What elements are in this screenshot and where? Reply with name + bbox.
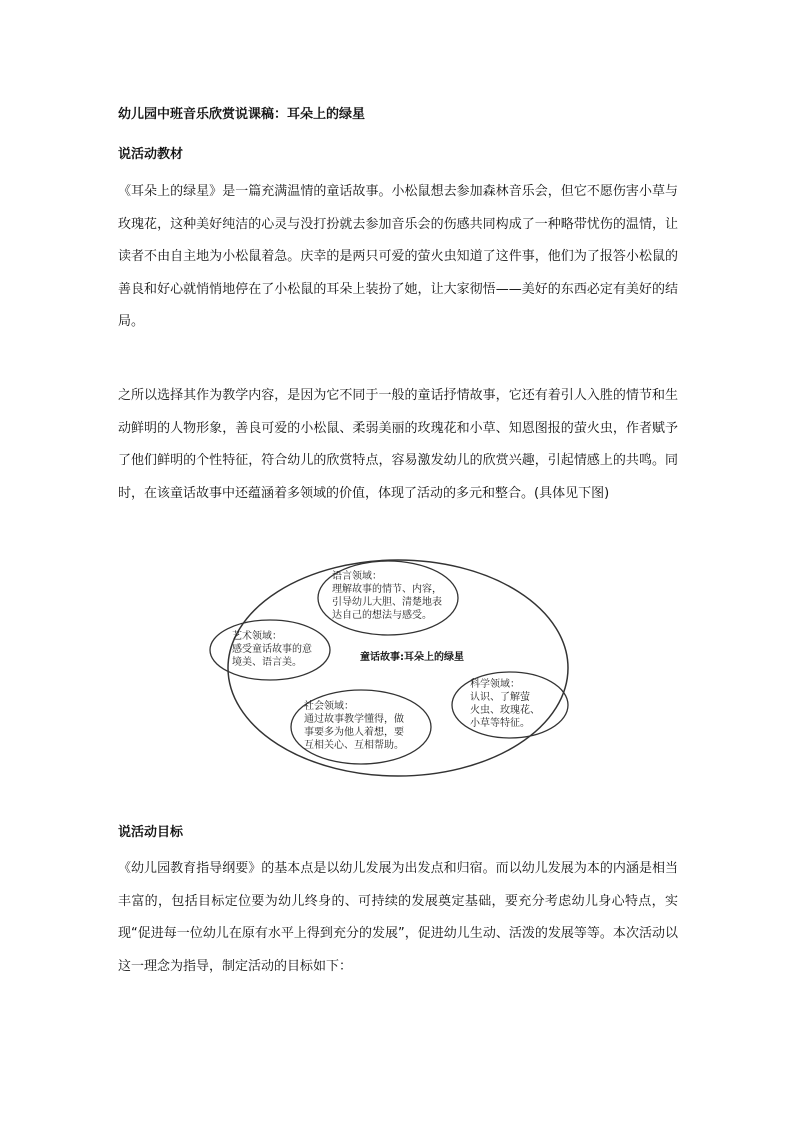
section-heading-goals: 说活动目标: [118, 825, 184, 840]
language-domain-text: 语言领域： 理解故事的情节、内容， 引导幼儿大胆、清楚地表 达自己的想法与感受。: [332, 571, 442, 621]
paragraph-selection-reason: 之所以选择其作为教学内容，是因为它不同于一般的童话抒情故事，它还有着引人入胜的情节和生动鲜明的人物形象，善良可爱的小松鼠、柔弱美丽的玫瑰花和小草、知恩图报的萤火虫，作者赋予了他们鲜明的个性特征，符合幼儿的欣赏特点，容易激发幼儿的欣赏兴趣，引起情感上的共鸣。同时，在该童话故事中还蕴涵着多领域的价值，体现了活动的多元和整合。(具体见下图): [118, 388, 678, 501]
paragraph-goals-intro: 《幼儿园教育指导纲要》的基本点是以幼儿发展为出发点和归宿。而以幼儿发展为本的内涵是相当丰富的，包括目标定位要为幼儿终身的、可持续的发展奠定基础，要充分考虑幼儿身心特点，实现“促进每一位幼儿在原有水平上得到充分的发展”，促进幼儿生动、活泼的发展等等。本次活动以这一理念为指导，制定活动的目标如下：: [118, 861, 678, 974]
document-title: 幼儿园中班音乐欣赏说课稿：耳朵上的绿星: [118, 107, 366, 122]
social-domain-text: 社会领域： 通过故事教学懂得，做 事要多为他人着想，要 互相关心、互相帮助。: [304, 701, 404, 751]
domain-diagram: [208, 550, 598, 790]
art-domain-text: 艺术领域： 感受童话故事的意 境美、语言美。: [232, 631, 312, 668]
science-domain-text: 科学领域： 认识、了解萤 火虫、玫瑰花、 小草等特征。: [470, 679, 540, 729]
diagram-center-label: 童话故事:耳朵上的绿星: [360, 652, 464, 663]
section-heading-materials: 说活动教材: [118, 147, 184, 162]
paragraph-story-intro: 《耳朵上的绿星》是一篇充满温情的童话故事。小松鼠想去参加森林音乐会，但它不愿伤害小草与玫瑰花，这种美好纯洁的心灵与没打扮就去参加音乐会的伤感共同构成了一种略带忧伤的温情，让读者不由自主地为小松鼠着急。庆幸的是两只可爱的萤火虫知道了这件事，他们为了报答小松鼠的善良和好心就悄悄地停在了小松鼠的耳朵上装扮了她，让大家彻悟——美好的东西必定有美好的结局。: [118, 184, 678, 329]
